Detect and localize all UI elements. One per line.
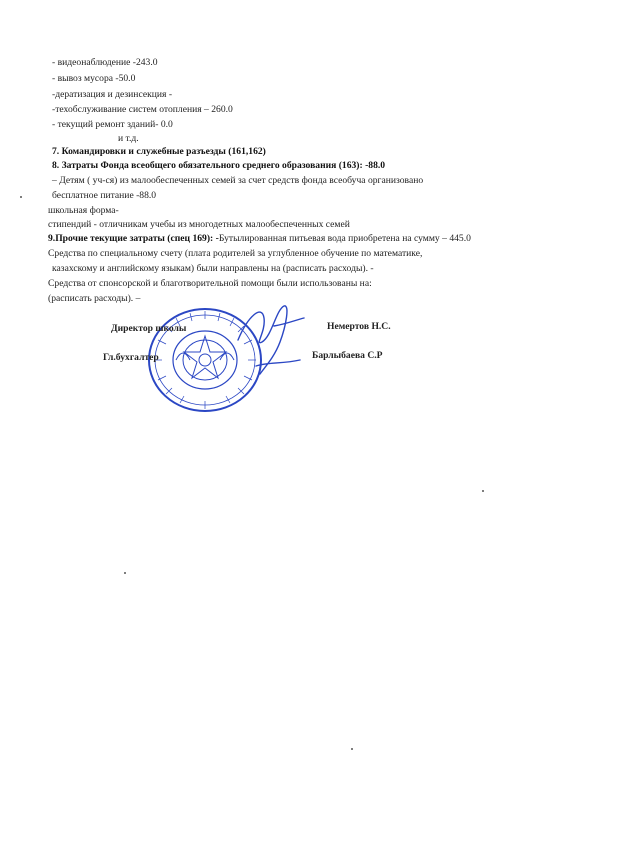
expense-pest-control: -дератизация и дезинсекция - [52,89,173,100]
section-7-heading: 7. Командировки и служебные разъезды (161,162) [52,146,266,157]
scan-speck [351,748,353,750]
accountant-name: Барлыбаева С.Р [312,350,383,361]
sponsor-funds-expenses: (расписать расходы). – [48,293,141,304]
expense-etc: и т.д. [118,133,139,144]
handwritten-signature [234,296,306,378]
director-name: Немертов Н.С. [327,321,391,332]
expense-video-surveillance: - видеонаблюдение -243.0 [52,57,158,68]
sponsor-funds-line: Средства от спонсорской и благотворительной помощи были использованы на: [48,278,372,289]
section-9-heading: 9.Прочие текущие затраты (спец 169): - [48,233,219,244]
accountant-title: Гл.бухгалтер [103,352,159,363]
section-8-free-meals: бесплатное питание -88.0 [52,190,157,201]
expense-building-repair: - текущий ремонт зданий- 0.0 [52,119,173,130]
section-8-school-uniform: школьная форма- [48,205,119,216]
director-title: Директор школы [111,323,187,334]
section-9-water: Бутылированная питьевая вода приобретена на сумму – 445.0 [218,233,471,244]
special-account-line-1: Средства по специальному счету (плата родителей за углубленное обучение по математике, [48,248,423,259]
expense-garbage-removal: - вывоз мусора -50.0 [52,73,136,84]
scan-speck [124,572,126,574]
scan-speck [20,196,22,198]
section-8-children-meals: – Детям ( уч-ся) из малообеспеченных семей за счет средств фонда всеобуча организовано [52,175,424,186]
section-8-scholarships: стипендий - отличникам учебы из многодетных малообеспеченных семей [48,219,350,230]
expense-heating-maintenance: -техобслуживание систем отопления – 260.0 [52,104,233,115]
special-account-line-2: казахскому и английскому языкам) были направлены на (расписать расходы). - [52,263,374,274]
section-9-line [48,233,471,245]
section-8-heading: 8. Затраты Фонда всеобщего обязательного среднего образования (163): -88.0 [52,160,386,171]
scan-speck [482,490,484,492]
